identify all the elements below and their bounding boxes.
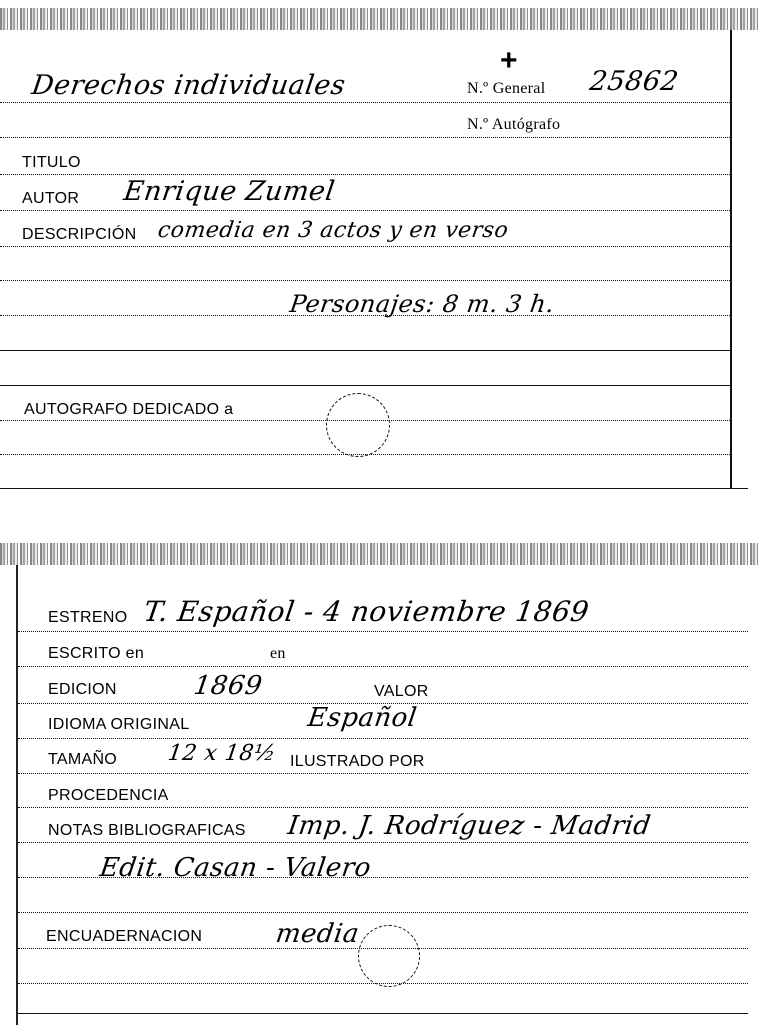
stamp-circle [358, 925, 420, 987]
descripcion-label: DESCRIPCIÓN [22, 226, 137, 243]
edicion-label: EDICION [48, 681, 117, 698]
notas-value-2: Edit. Casan - Valero [97, 853, 373, 883]
rule [0, 174, 730, 175]
rule [18, 948, 748, 949]
idioma-label: IDIOMA ORIGINAL [48, 716, 190, 733]
tamano-label: TAMAÑO [48, 751, 118, 768]
rule [0, 280, 730, 281]
rule [0, 102, 730, 103]
autografo-label: N.º Autógrafo [467, 116, 561, 133]
rule [18, 842, 748, 843]
titulo-label: TITULO [22, 154, 81, 171]
rule [18, 807, 748, 808]
encuadernacion-value: media [273, 919, 362, 949]
idioma-value: Español [305, 703, 419, 733]
escrito-label: ESCRITO en [48, 645, 145, 662]
tamano-value: 12 x 18½ [166, 741, 278, 766]
procedencia-label: PROCEDENCIA [48, 787, 169, 804]
rule [18, 738, 748, 739]
torn-edge-top [0, 8, 759, 30]
rule [18, 912, 748, 913]
notas-label: NOTAS BIBLIOGRAFICAS [48, 822, 246, 839]
rule [0, 137, 730, 138]
autor-value: Enrique Zumel [121, 176, 337, 207]
encuadernacion-label: ENCUADERNACION [46, 928, 203, 945]
rule [0, 385, 730, 386]
cross-mark: + [500, 44, 518, 77]
notas-value: Imp. J. Rodríguez - Madrid [285, 811, 653, 841]
rule [18, 983, 748, 984]
rule [0, 246, 730, 247]
en-label: en [270, 645, 286, 662]
ilustrado-label: ILUSTRADO POR [290, 753, 425, 770]
rule [0, 350, 730, 351]
rule [18, 631, 748, 632]
torn-edge-top [0, 543, 759, 565]
estreno-value: T. Español - 4 noviembre 1869 [141, 595, 592, 628]
rule [18, 877, 748, 878]
card-bottom-edge [0, 488, 748, 489]
rule [0, 210, 730, 211]
edicion-value: 1869 [191, 671, 265, 701]
dedicado-label: AUTOGRAFO DEDICADO a [24, 401, 234, 418]
catalog-card-top [0, 0, 759, 500]
catalog-card-bottom [0, 535, 759, 1028]
rule [0, 315, 730, 316]
card-bottom-edge [18, 1013, 748, 1014]
general-label: N.º General [467, 80, 546, 97]
personajes-value: Personajes: 8 m. 3 h. [288, 290, 557, 318]
rule [0, 454, 730, 455]
header-handwritten: Derechos individuales [29, 70, 348, 101]
rule [18, 773, 748, 774]
rule [0, 420, 730, 421]
card-edge-left [16, 565, 18, 1025]
general-value: 25862 [587, 66, 681, 97]
rule [18, 666, 748, 667]
estreno-label: ESTRENO [48, 609, 128, 626]
valor-label: VALOR [374, 683, 429, 700]
autor-label: AUTOR [22, 190, 80, 207]
descripcion-value: comedia en 3 actos y en verso [156, 218, 511, 243]
card-edge-right [730, 30, 732, 488]
stamp-circle [326, 393, 390, 457]
